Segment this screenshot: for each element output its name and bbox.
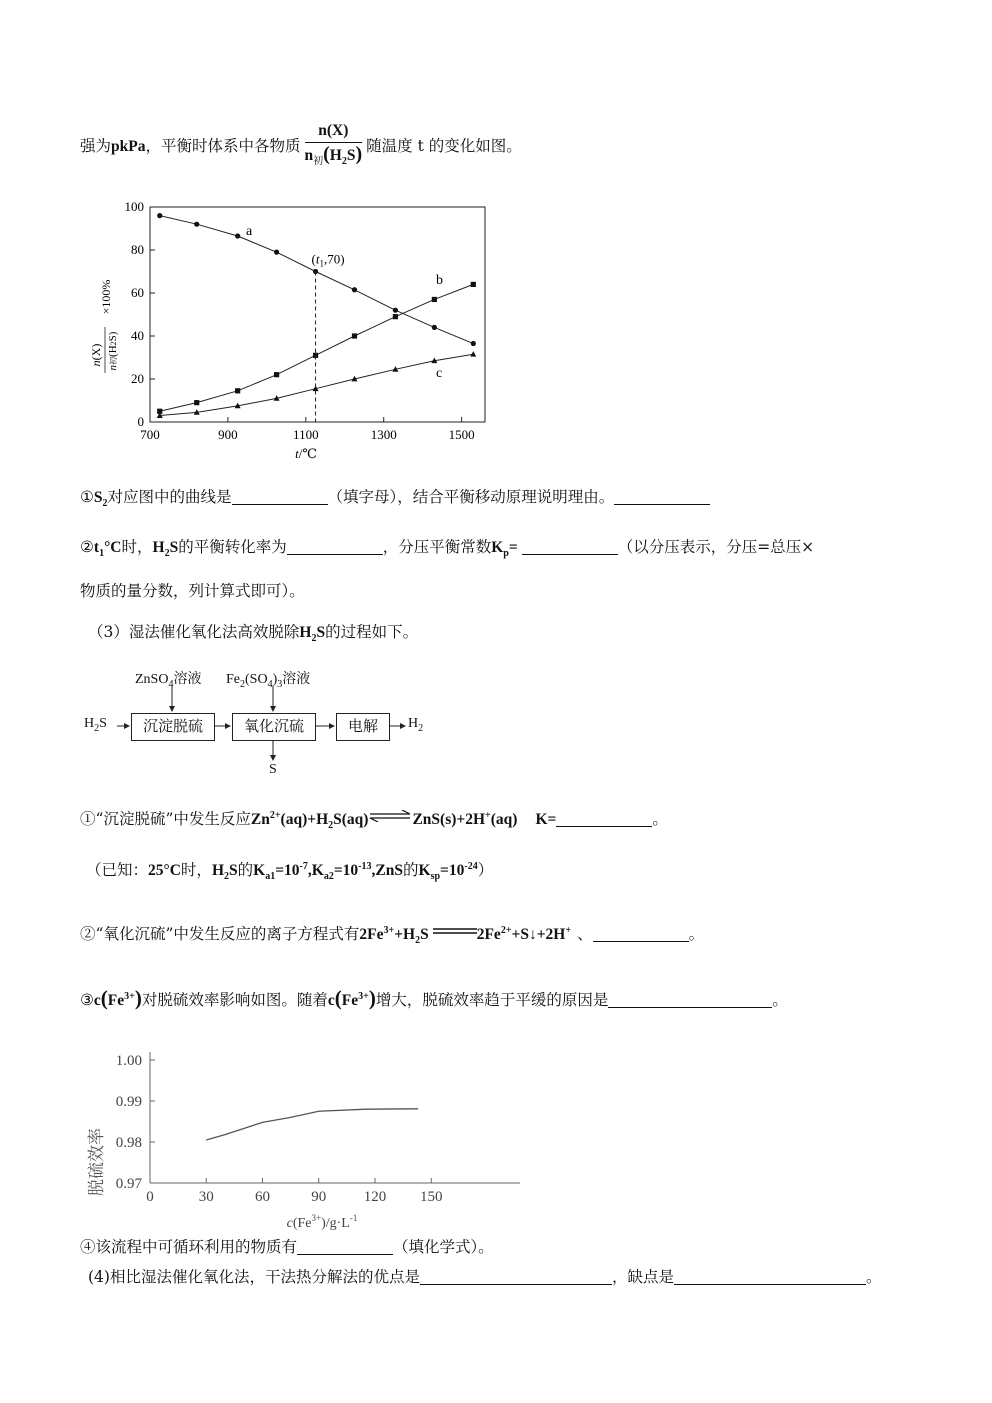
chart1-y-tick-label: 0 bbox=[137, 414, 144, 429]
chart1-y-tick-label: 100 bbox=[124, 199, 144, 214]
chart1-point-a bbox=[352, 287, 357, 292]
chart1-point-a bbox=[274, 250, 279, 255]
chart2-x-axis-label: $c(Fe^{3+})/g\cdot L^{-1}$ bbox=[286, 1213, 358, 1231]
chart1-point-b bbox=[432, 297, 437, 302]
chart1-y-tick-label: 40 bbox=[131, 328, 144, 343]
flow-reagent-1: ZnSO$_4$溶液 bbox=[135, 672, 202, 690]
chart1-point-b bbox=[194, 400, 199, 405]
q4-answer-blank-2[interactable] bbox=[674, 1268, 866, 1285]
chart2-y-ticks bbox=[116, 1053, 155, 1192]
chart1-x-ticks bbox=[140, 417, 474, 442]
question-2: $②t_1^\circ C$时，$H_2S$的平衡转化率为 ，分压平衡常数$K_p=$ （以分压表示，分压=总压× bbox=[80, 538, 815, 560]
chart2-x-tick-label: 0 bbox=[146, 1189, 154, 1205]
chart1-series bbox=[157, 213, 477, 418]
equilibrium-arrow-icon bbox=[368, 810, 412, 822]
chart1-series-line-c bbox=[160, 354, 474, 415]
intro-fraction bbox=[305, 122, 363, 171]
chart1-y-tick-label: 60 bbox=[131, 285, 144, 300]
chart1-point-a bbox=[393, 308, 398, 313]
q1-text-1: 对应图中的曲线是 bbox=[107, 488, 232, 506]
intro-pressure: pkPa bbox=[111, 138, 146, 155]
flow-output-h2: $H_2$ bbox=[408, 716, 424, 734]
chart1-point-b bbox=[393, 314, 398, 319]
flow-box-precipitation: 沉淀脱硫 bbox=[131, 713, 215, 741]
chart-equilibrium-vs-temperature bbox=[80, 195, 500, 465]
svg-text:n初(H2S): n初(H2S) bbox=[107, 331, 119, 371]
chart1-label-b: b bbox=[436, 273, 443, 288]
chart1-x-tick-label: 1300 bbox=[370, 427, 397, 442]
chart1-point-b bbox=[274, 372, 279, 377]
intro-text-1: 强为 bbox=[80, 137, 112, 155]
chart-desulfurization-efficiency bbox=[80, 1040, 530, 1235]
chart1-point-b bbox=[352, 333, 357, 338]
chart2-x-tick-label: 60 bbox=[255, 1189, 270, 1205]
flow-box-electrolysis: 电解 bbox=[336, 713, 390, 741]
chart2-x-tick-label: 30 bbox=[198, 1189, 214, 1205]
q2-answer-blank-1[interactable] bbox=[287, 538, 383, 555]
question-3-1: ①“沉淀脱硫”中发生反应$Zn^{2+}(aq)+H_2S(aq)$ ZnS(s)+2H+(aq) K= 。 bbox=[80, 810, 668, 832]
chart1-point-a bbox=[471, 341, 476, 346]
q3-1-answer-blank[interactable] bbox=[556, 810, 652, 827]
q2-answer-blank-2[interactable] bbox=[522, 538, 618, 555]
chart2-x-ticks bbox=[146, 1178, 442, 1205]
equals-arrow-icon bbox=[429, 925, 477, 937]
chart1-x-tick-label: 1500 bbox=[448, 427, 475, 442]
flow-box-oxidation: 氧化沉硫 bbox=[232, 713, 316, 741]
q3-2-answer-blank[interactable] bbox=[593, 925, 689, 942]
q1-number: ① bbox=[80, 488, 94, 506]
q3-4-answer-blank[interactable] bbox=[297, 1238, 393, 1255]
intro-text-2: ，平衡时体系中各物质 bbox=[145, 137, 301, 155]
chart1-point-a bbox=[432, 325, 437, 330]
chart1-point-a bbox=[235, 233, 240, 238]
chart1-x-tick-label: 700 bbox=[140, 427, 160, 442]
question-4: (4)相比湿法催化氧化法，干法热分解法的优点是 ，缺点是 。 bbox=[88, 1268, 882, 1286]
question-3-3: $③c(Fe^{3+})$对脱硫效率影响如图。随着$c(Fe^{3+})$增大，脱硫效率趋于平缓的原因是 。 bbox=[80, 986, 788, 1011]
chart2-y-tick-label: 0.97 bbox=[115, 1176, 142, 1192]
chart1-label-a: a bbox=[246, 224, 253, 239]
chart1-y-tick-label: 20 bbox=[131, 371, 144, 386]
q3-3-answer-blank[interactable] bbox=[608, 991, 772, 1008]
chart2-y-tick-label: 1.00 bbox=[115, 1053, 142, 1069]
chart1-y-axis-label bbox=[89, 280, 119, 373]
fraction-denominator: $n_初(H_2S)$ bbox=[304, 143, 363, 168]
question-2-line-2: 物质的量分数，列计算式即可）。 bbox=[80, 582, 305, 600]
chart1-y-tick-label: 80 bbox=[131, 242, 144, 257]
chart1-point-c bbox=[470, 351, 476, 357]
chart1-x-tick-label: 1100 bbox=[293, 427, 319, 442]
question-3-2: ②“氧化沉硫”中发生反应的离子方程式有$2Fe^{3+}+H_2S$ $2Fe^{2+}+S↓+2H^+$ 、 。 bbox=[80, 925, 705, 947]
q1-text-2: （填字母），结合平衡移动原理说明理由。 bbox=[327, 488, 615, 506]
q1-answer-blank-1[interactable] bbox=[232, 488, 328, 505]
q3-2-equation: $2Fe^{3+}+H_2S$ $2Fe^{2+}+S↓+2H^+$ bbox=[359, 925, 572, 947]
flow-input-h2s: $H_2S$ bbox=[84, 716, 107, 734]
chart2-y-axis-label: 脱硫效率 bbox=[87, 1128, 106, 1196]
chart2-y-tick-label: 0.99 bbox=[115, 1094, 142, 1110]
chart2-axes bbox=[150, 1052, 520, 1183]
chart2-x-tick-label: 120 bbox=[363, 1189, 387, 1205]
flow-reagent-2: $Fe_2(SO_4)_3$溶液 bbox=[226, 672, 311, 690]
part-3-title: （3）湿法催化氧化法高效脱除$H_2S$的过程如下。 bbox=[88, 623, 419, 645]
known-constants: （已知：25°C时，$H_2S$的$K_{a1}=10^{-7},K_{a2}=10^{-13},ZnS$的$K_{sp}=10^{-24}$） bbox=[86, 861, 494, 883]
chart1-point-a bbox=[194, 222, 199, 227]
chart1-point-a bbox=[157, 213, 162, 218]
chart1-point-b bbox=[471, 282, 476, 287]
chart2-x-tick-label: 90 bbox=[311, 1189, 327, 1205]
intro-text-3: 随温度 t 的变化如图。 bbox=[366, 137, 522, 155]
chart1-x-tick-label: 900 bbox=[218, 427, 238, 442]
question-3-4: ④该流程中可循环利用的物质有 （填化学式）。 bbox=[80, 1238, 494, 1256]
chart2-y-tick-label: 0.98 bbox=[115, 1135, 142, 1151]
flow-arrows bbox=[80, 664, 440, 784]
chart2-series bbox=[206, 1109, 418, 1140]
chart1-series-line-a bbox=[160, 216, 474, 344]
chart1-series-line-b bbox=[160, 284, 474, 411]
question-1 bbox=[80, 486, 710, 515]
chart2-series-line bbox=[206, 1109, 418, 1140]
chart2-x-tick-label: 150 bbox=[420, 1189, 443, 1205]
chart1-label-c: c bbox=[436, 366, 443, 381]
q1-s2: $S_2$ bbox=[93, 489, 108, 510]
q1-answer-blank-2[interactable] bbox=[614, 488, 710, 505]
q4-answer-blank-1[interactable] bbox=[420, 1268, 612, 1285]
intro-line bbox=[80, 120, 522, 172]
q2-number: ② bbox=[80, 538, 94, 556]
svg-text:n(X): n(X) bbox=[89, 343, 103, 367]
q3-1-equation: $Zn^{2+}(aq)+H_2S(aq)$ ZnS(s)+2H+(aq) K= bbox=[250, 810, 557, 832]
flow-diagram bbox=[80, 664, 440, 784]
chart1-x-axis-label: t/℃ bbox=[295, 446, 317, 461]
chart1-annotation: $(t_1,70)$ bbox=[311, 251, 345, 269]
fraction-numerator: n(X) bbox=[305, 122, 363, 143]
svg-text:×100%: ×100% bbox=[99, 279, 113, 315]
flow-output-s: S bbox=[269, 762, 277, 777]
chart1-point-b bbox=[235, 388, 240, 393]
